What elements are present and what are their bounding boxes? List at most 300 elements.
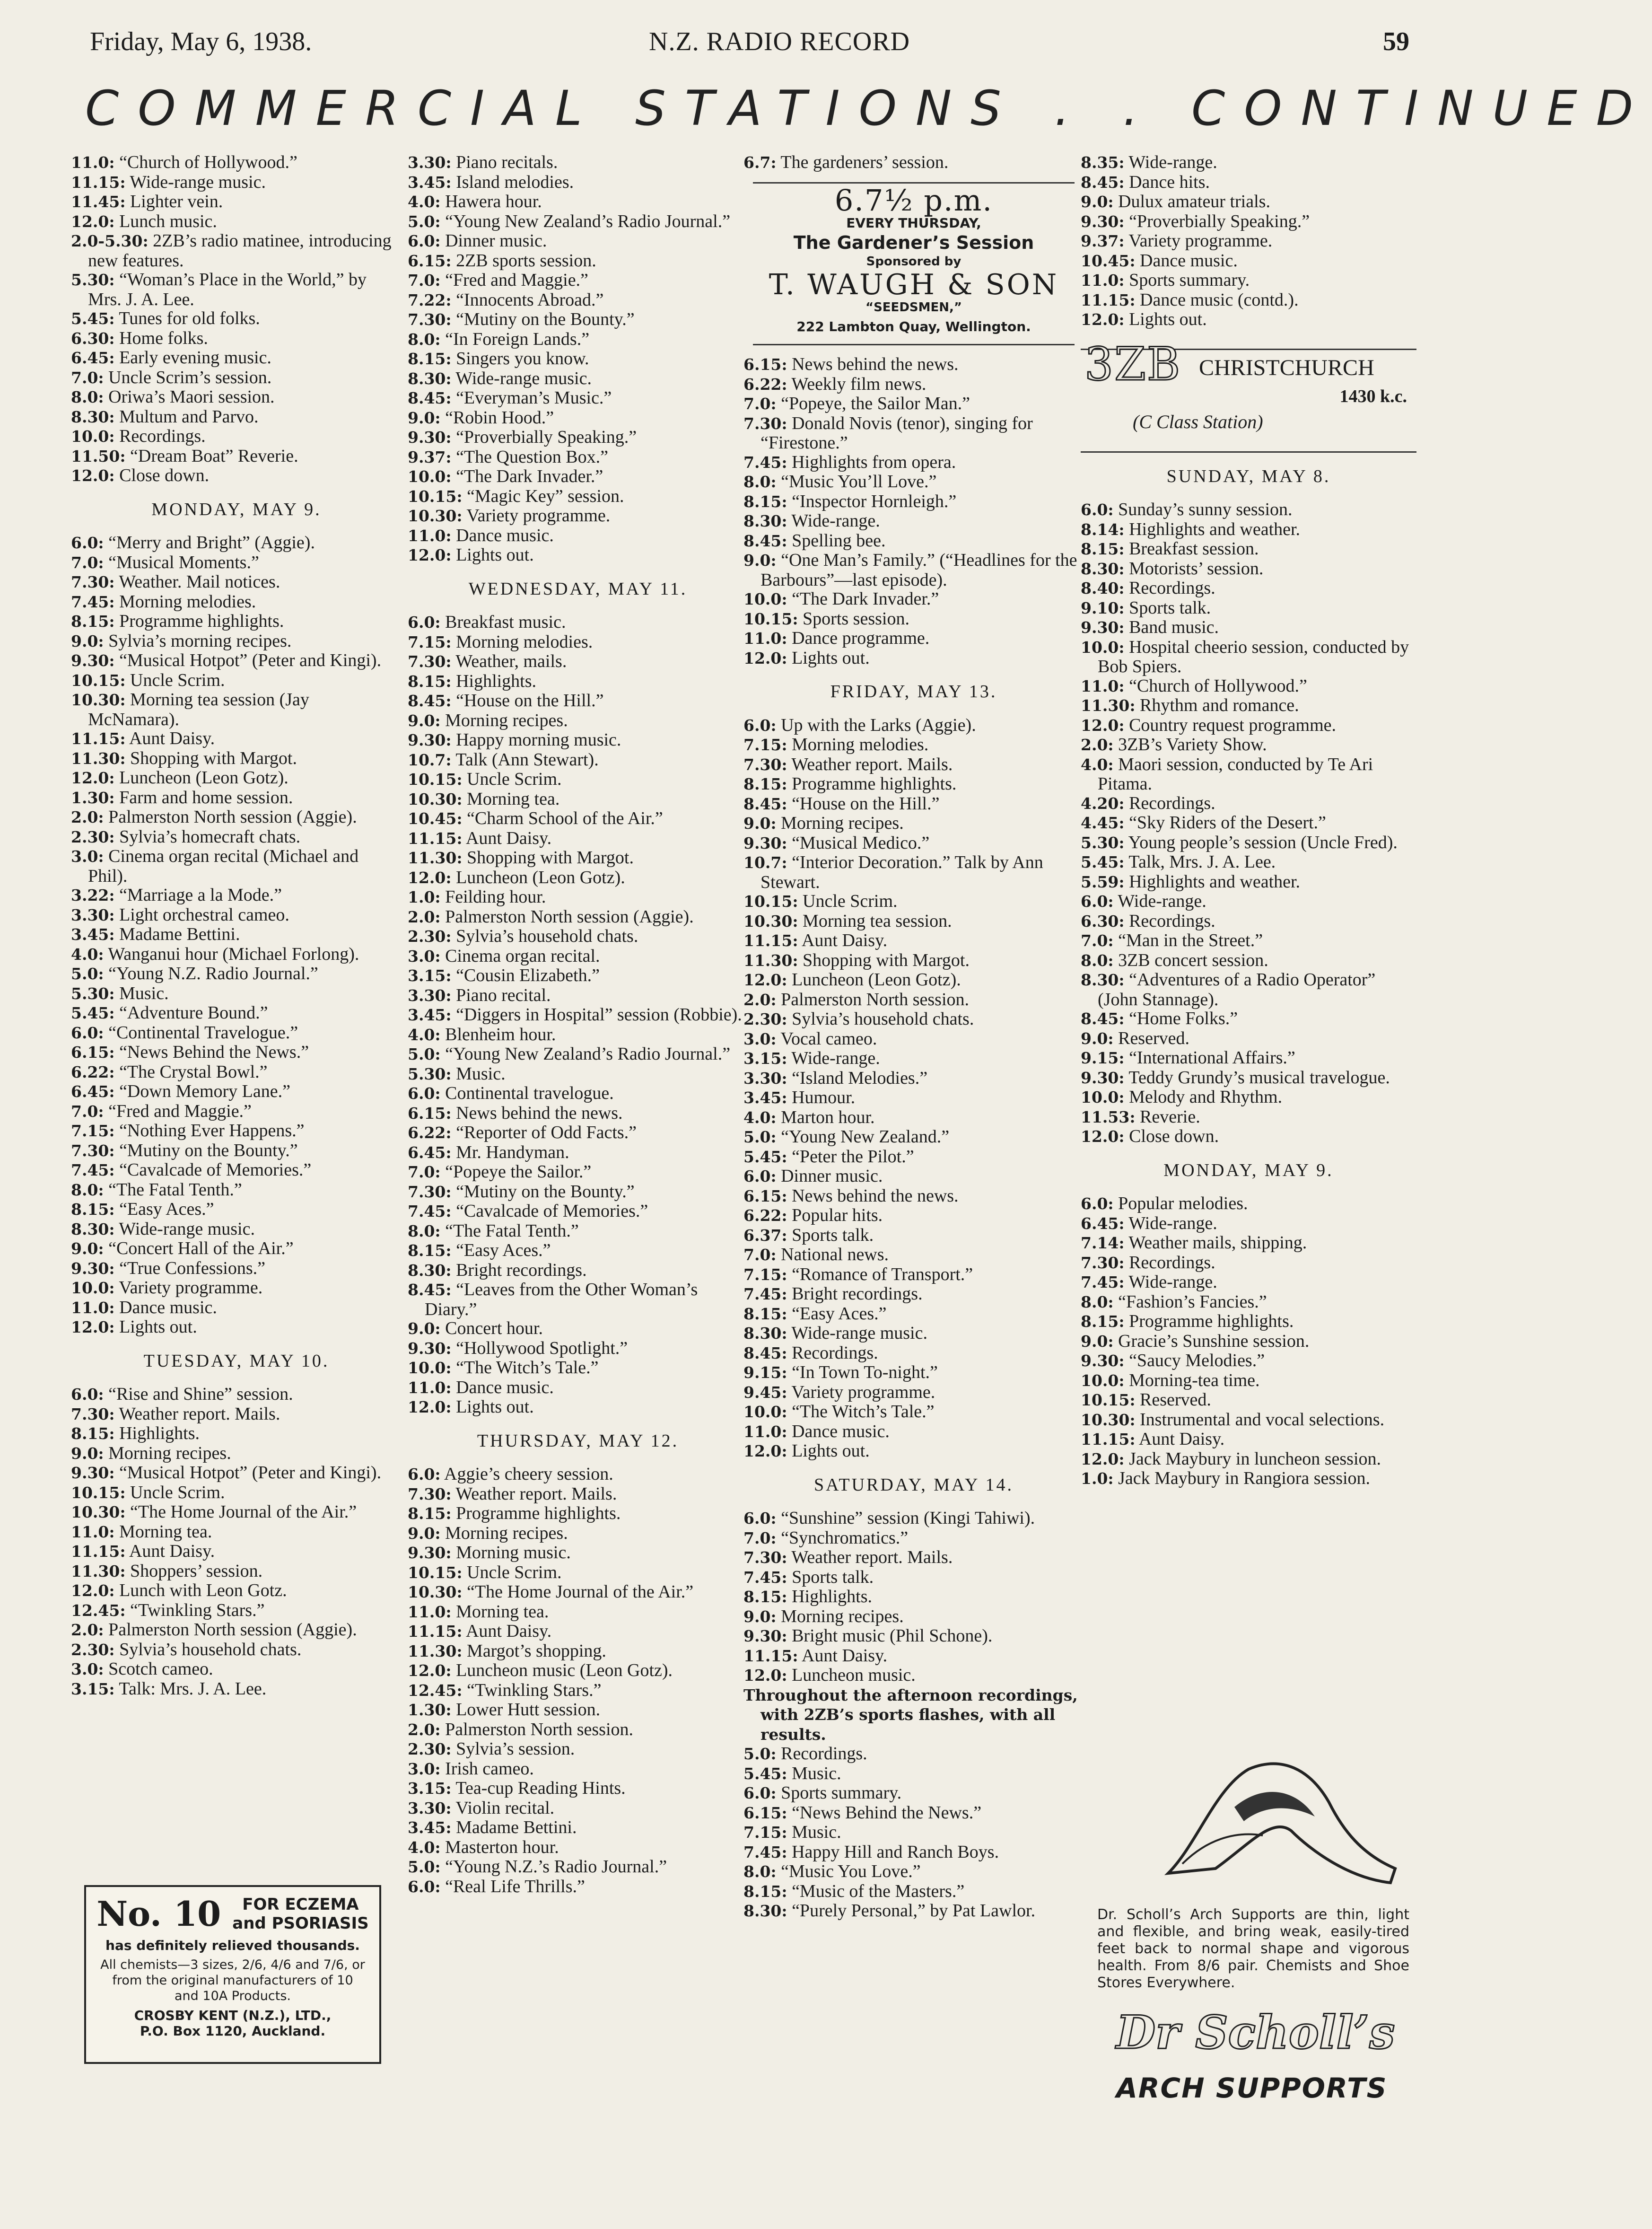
schedule-item [408,251,748,271]
schedule-time: 12.0: [71,1581,115,1600]
schedule-item [1081,1272,1416,1292]
schedule-item [1081,951,1416,971]
schedule-time: 9.30: [71,1464,115,1482]
schedule-time: 11.15: [408,829,463,848]
schedule-item [408,848,748,868]
schedule-item [743,1568,1084,1588]
schedule-item [71,1522,402,1542]
station-frequency: 1430 k.c. [1339,386,1407,406]
schedule-item [71,1385,402,1404]
schedule-time: 5.0: [743,1745,777,1763]
schedule-time: 4.0: [1081,755,1114,774]
schedule-time: 8.15: [743,1588,787,1606]
schedule-programme: Highlights. [456,671,537,691]
schedule-programme: Morning music. [456,1543,571,1562]
day-heading: TUESDAY, MAY 10. [143,1351,330,1371]
schedule-programme: “International Affairs.” [1129,1048,1295,1068]
scholl-tagline: ARCH SUPPORTS [1116,2072,1388,2104]
schedule-programme: “Young New Zealand.” [781,1127,950,1147]
schedule-item [71,1200,402,1220]
schedule-item [743,1343,1084,1363]
schedule-programme: 2ZB’s radio matinee, introducing new features. [88,231,392,271]
schedule-time: 2.0: [71,808,104,826]
schedule-item [71,807,402,827]
schedule-item [408,829,748,849]
schedule-time: 6.0: [743,1167,777,1185]
schedule-time: 9.30: [408,731,452,749]
schedule-item [71,671,402,691]
schedule-time: 12.45: [408,1681,463,1700]
schedule-programme: “The Crystal Bowl.” [119,1062,268,1082]
schedule-item [408,1182,748,1202]
schedule-time: 4.45: [1081,814,1125,832]
schedule-time: 3.0: [408,1759,441,1778]
schedule-programme: Weather report. Mails. [791,754,953,774]
schedule-programme: Farm and home session. [119,787,293,807]
schedule-time: 10.0: [408,1359,452,1377]
schedule-time: 10.30: [408,790,463,808]
schedule-programme: Melody and Rhythm. [1129,1087,1283,1107]
schedule-item [743,1245,1084,1265]
schedule-time: 8.30: [1081,971,1125,989]
schedule-programme: Shopping with Margot. [467,848,634,868]
schedule-programme: “In Foreign Lands.” [445,329,590,349]
schedule-time: 12.0: [71,1318,115,1336]
schedule-item [408,1838,748,1858]
schedule-item [1081,290,1416,310]
schedule-programme: Wide-range. [1128,152,1217,172]
schedule-time: 5.0: [743,1128,777,1146]
schedule-programme: Motorists’ session. [1129,558,1264,579]
schedule-time: 12.45: [71,1601,126,1620]
schedule-item [1081,833,1416,853]
schedule-programme: Breakfast session. [1129,539,1259,559]
schedule-programme: Highlights. [792,1587,873,1606]
schedule-item [71,466,402,486]
schedule-programme: Morning recipes. [445,710,568,730]
schedule-time: 12.0: [743,649,787,667]
schedule-programme: Continental travelogue. [445,1083,614,1103]
schedule-programme: Morning recipes. [781,1606,904,1626]
schedule-item [743,1284,1084,1304]
gardener-ad-address: 222 Lambton Quay, Wellington. [796,318,1031,334]
schedule-item [408,809,748,829]
schedule-item [408,526,748,546]
schedule-time: 9.30: [408,1544,452,1562]
publication-title: N.Z. RADIO RECORD [649,27,910,56]
schedule-time: 1.0: [408,888,441,906]
schedule-programme: Sylvia’s homecraft chats. [119,826,301,847]
schedule-item [743,1029,1084,1049]
schedule-programme: Blenheim hour. [445,1024,556,1044]
schedule-time: 5.59: [1081,872,1125,891]
schedule-programme: “Easy Aces.” [456,1240,551,1260]
schedule-item [1081,755,1416,794]
schedule-item [71,447,402,466]
schedule-programme: Wide-range. [1128,1272,1217,1292]
column-2 [408,153,748,2220]
schedule-item [71,847,402,886]
schedule-programme: Aunt Daisy. [129,728,215,748]
schedule-item [71,1023,402,1043]
schedule-time: 6.7: [743,153,777,172]
schedule-item [743,1226,1084,1246]
schedule-time: 1.0: [1081,1469,1114,1488]
schedule-programme: “Everyman’s Music.” [456,388,612,408]
schedule-item [408,1504,748,1524]
schedule-programme: Recordings. [1129,1252,1215,1272]
schedule-list [743,355,1084,668]
schedule-time: 11.15: [1081,290,1136,309]
schedule-programme: Lunch with Leon Gotz. [119,1580,287,1600]
schedule-time: 8.15: [408,1504,452,1523]
schedule-time: 12.0: [71,769,115,787]
schedule-time: 7.0: [71,553,104,572]
ad-address: P.O. Box 1120, Auckland. [140,2023,326,2039]
schedule-time: 2.30: [408,927,452,946]
schedule-item [743,755,1084,775]
schedule-time: 9.30: [1081,212,1125,231]
day-heading: SUNDAY, MAY 8. [1166,466,1331,486]
gardener-ad-trade: “SEEDSMEN,” [865,300,962,315]
schedule-time: 11.15: [743,931,798,950]
schedule-programme: “Synchromatics.” [781,1527,909,1548]
schedule-programme: Morning tea session. [803,911,952,931]
schedule-item [408,868,748,888]
schedule-programme: “Easy Aces.” [792,1303,887,1324]
schedule-programme: “Young N.Z.’s Radio Journal.” [445,1857,667,1877]
schedule-programme: “House on the Hill.” [456,691,604,711]
schedule-time: 11.0: [408,1378,452,1397]
schedule-programme: “One Man’s Family.” (“Headlines for the Barbours”—last episode). [760,550,1077,590]
schedule-programme: Early evening music. [119,348,271,368]
schedule-time: 7.0: [743,1528,777,1547]
schedule-programme: Sylvia’s household chats. [456,926,638,946]
schedule-time: 7.15: [71,1122,115,1140]
schedule-programme: Aunt Daisy. [465,1621,552,1641]
schedule-time: 8.15: [408,350,452,368]
schedule-time: 6.0: [71,1023,104,1042]
schedule-time: 1.30: [408,1701,452,1719]
schedule-programme: Sylvia’s morning recipes. [108,631,292,651]
schedule-item [743,892,1084,912]
schedule-time: 5.45: [71,309,115,328]
schedule-programme: Morning tea. [456,1601,549,1622]
schedule-item [408,1005,748,1025]
schedule-time: 7.15: [408,632,452,651]
schedule-programme: News behind the news. [792,1185,959,1206]
schedule-item [71,1679,402,1699]
schedule-item [1081,192,1416,212]
gardener-ad-title: The Gardener’s Session [793,232,1034,253]
schedule-programme: Teddy Grundy’s musical travelogue. [1128,1067,1390,1088]
schedule-time: 4.0: [71,945,104,964]
schedule-item [71,1601,402,1621]
schedule-time: 8.0: [408,1221,441,1240]
schedule-item [1081,872,1416,892]
schedule-time: 10.15: [1081,1391,1136,1409]
schedule-time: 9.0: [743,814,777,833]
schedule-time: 6.0: [1081,892,1114,911]
schedule-item [408,613,748,632]
schedule-item [743,931,1084,951]
schedule-time: 8.30: [743,1324,787,1343]
schedule-item [743,649,1084,668]
schedule-time: 8.30: [743,512,787,530]
schedule-time: 8.15: [408,1241,452,1260]
schedule-programme: “Music You Love.” [781,1861,921,1881]
running-header [71,26,1419,60]
schedule-programme: Singers you know. [456,349,589,369]
schedule-time: 6.45: [71,349,115,367]
schedule-programme: Weather report. Mails. [455,1483,617,1504]
schedule-item [743,1422,1084,1442]
schedule-item [1081,912,1416,931]
schedule-time: 11.0: [408,526,452,545]
schedule-time: 10.45: [1081,251,1136,270]
schedule-list [408,613,748,1417]
schedule-time: 5.30: [71,271,115,289]
schedule-programme: Weather, mails. [455,651,567,671]
schedule-item [71,1581,402,1601]
schedule-item [1081,716,1416,736]
schedule-programme: Aunt Daisy. [129,1541,215,1561]
schedule-time: 7.30: [408,1182,452,1201]
schedule-programme: “Cavalcade of Memories.” [119,1160,312,1180]
schedule-item [71,1298,402,1318]
schedule-time: 9.0: [408,1524,441,1543]
schedule-time: 3.45: [408,173,452,192]
schedule-time: 4.0: [408,1025,441,1044]
schedule-programme: 3ZB concert session. [1118,950,1268,970]
schedule-time: 5.0: [71,965,104,983]
schedule-programme: Jack Maybury in Rangiora session. [1118,1468,1371,1488]
schedule-item [71,1463,402,1483]
schedule-item [1081,1410,1416,1430]
schedule-item [1081,1312,1416,1332]
schedule-time: 5.30: [71,984,115,1003]
schedule-item [408,1720,748,1740]
schedule-time: 8.15: [71,1200,115,1219]
schedule-item [743,531,1084,551]
schedule-item [71,1160,402,1180]
schedule-item [1081,1068,1416,1088]
schedule-item [408,750,748,770]
schedule-programme: “Cavalcade of Memories.” [456,1201,648,1221]
schedule-programme: Island melodies. [456,172,574,192]
schedule-time: 6.0: [743,1784,777,1802]
schedule-time: 7.45: [743,1285,787,1303]
schedule-item [71,387,402,407]
schedule-item [743,735,1084,755]
schedule-time: 6.45: [1081,1214,1125,1233]
schedule-programme: Highlights and weather. [1129,519,1301,539]
schedule-time: 2.0-5.30: [71,232,149,250]
schedule-programme: “The Witch’s Tale.” [792,1402,935,1422]
schedule-programme: Spelling bee. [792,530,886,551]
schedule-programme: “Music You’ll Love.” [781,472,937,491]
schedule-programme: Morning tea. [467,789,560,809]
schedule-programme: “Marriage a la Mode.” [119,885,282,905]
gardener-ad-when: EVERY THURSDAY, [846,215,981,231]
station-city: CHRISTCHURCH [1199,355,1374,380]
schedule-programme: Luncheon (Leon Gotz). [456,867,625,887]
schedule-item [408,1358,748,1378]
schedule-item [71,632,402,651]
schedule-programme: Dance music. [119,1297,217,1317]
schedule-item [71,1424,402,1444]
schedule-list [71,1385,402,1699]
schedule-item [1081,931,1416,951]
schedule-programme: Madame Bettini. [119,924,240,944]
schedule-programme: Close down. [1129,1126,1219,1146]
schedule-programme: Hawera hour. [445,192,542,211]
schedule-time: 2.0: [1081,736,1114,754]
schedule-time: 6.0: [408,1877,441,1896]
schedule-item [71,173,402,193]
schedule-item [408,672,748,692]
schedule-time: 11.0: [743,1422,787,1441]
day-heading: MONDAY, MAY 9. [151,499,322,519]
schedule-time: 12.0: [408,546,452,564]
schedule-item [408,1025,748,1045]
schedule-item [1081,1127,1416,1147]
schedule-time: 11.0: [71,1298,115,1317]
schedule-programme: Highlights and weather. [1129,871,1301,892]
schedule-time: 7.22: [408,290,452,309]
schedule-programme: Highlights from opera. [792,452,956,472]
schedule-programme: Talk (Ann Stewart). [455,749,599,770]
schedule-list [408,1465,748,1896]
schedule-time: 3.45: [408,1818,452,1837]
schedule-programme: Weather. Mail notices. [119,572,280,592]
schedule-item [71,886,402,905]
schedule-time: 8.15: [743,775,787,793]
schedule-item [408,1799,748,1818]
schedule-time: 8.45: [408,692,452,710]
schedule-programme: Palmerston North session. [445,1719,634,1739]
schedule-programme: Dinner music. [781,1166,883,1186]
schedule-item [1081,1214,1416,1234]
schedule-programme: “Magic Key” session. [467,486,624,506]
schedule-item [71,1562,402,1581]
schedule-item [1081,598,1416,618]
schedule-item [1081,1088,1416,1107]
schedule-time: 9.30: [743,1627,787,1645]
schedule-programme: “Sunshine” session (Kingi Tahiwi). [781,1508,1035,1528]
schedule-item [71,1102,402,1122]
schedule-item [71,368,402,388]
schedule-time: 8.45: [1081,173,1125,192]
schedule-item [408,1857,748,1877]
schedule-programme: “The Dark Invader.” [456,466,603,486]
schedule-programme: “Continental Travelogue.” [108,1022,298,1043]
schedule-programme: Multum and Parvo. [119,406,259,427]
schedule-time: 7.30: [743,414,787,433]
schedule-programme: Margot’s shopping. [467,1641,606,1661]
schedule-time: 12.0: [743,1442,787,1460]
schedule-programme: “Romance of Transport.” [792,1264,973,1284]
schedule-programme: “Popeye the Sailor.” [445,1162,592,1182]
schedule-time: 3.0: [743,1029,777,1048]
schedule-time: 11.0: [71,153,115,172]
schedule-list [743,716,1084,1461]
schedule-item [71,690,402,729]
schedule-programme: Highlights. [119,1423,200,1443]
schedule-time: 9.30: [1081,1351,1125,1370]
schedule-time: 3.30: [408,1799,452,1817]
schedule-item [71,768,402,788]
schedule-time: 2.0: [408,1720,441,1739]
schedule-programme: “Adventures of a Radio Operator” (John Stannage). [1098,970,1376,1009]
schedule-programme: Shoppers’ session. [130,1561,263,1581]
schedule-item [1081,970,1416,1009]
schedule-programme: Weather mails, shipping. [1128,1233,1307,1253]
schedule-item [408,1602,748,1622]
schedule-time: 6.22: [743,375,787,394]
schedule-time: 8.40: [1081,579,1125,597]
schedule-time: 11.30: [743,951,798,970]
schedule-time: 8.0: [71,1180,104,1199]
schedule-time: 10.30: [1081,1410,1136,1429]
schedule-list [1081,1194,1416,1489]
schedule-time: 4.20: [1081,794,1125,813]
schedule-programme: “Music of the Masters.” [792,1881,965,1901]
schedule-programme: Home folks. [119,328,208,348]
schedule-programme: Reverie. [1140,1106,1200,1127]
schedule-item [743,1528,1084,1548]
schedule-item [743,1441,1084,1461]
schedule-programme: Uncle Scrim. [803,891,898,911]
schedule-item [71,1220,402,1239]
schedule-item [1081,1048,1416,1068]
eczema-advertisement [84,1885,381,2064]
schedule-time: 8.15: [743,1882,787,1901]
schedule-programme: Rhythm and romance. [1140,695,1299,715]
schedule-time: 12.0: [408,1398,452,1416]
schedule-item [71,1003,402,1023]
schedule-item [1081,579,1416,598]
schedule-time: 11.15: [71,173,126,192]
schedule-time: 8.15: [1081,1312,1125,1331]
schedule-programme: Palmerston North session (Aggie). [445,906,694,927]
schedule-item [71,1502,402,1522]
schedule-programme: Vocal cameo. [780,1028,877,1049]
schedule-time: 4.0: [743,1108,777,1127]
schedule-time: 5.45: [743,1147,787,1166]
schedule-time: 11.30: [1081,696,1136,715]
schedule-item [71,1259,402,1279]
schedule-time: 12.0: [1081,1449,1125,1468]
page-number: 59 [1383,27,1409,56]
schedule-item [1081,173,1416,193]
schedule-programme: “Merry and Bright” (Aggie). [108,533,315,553]
schedule-item [408,1162,748,1182]
schedule-item [71,788,402,808]
schedule-programme: Oriwa’s Maori session. [108,387,275,407]
schedule-item [408,506,748,526]
schedule-time: 7.15: [743,1823,787,1842]
schedule-time: 6.45: [71,1082,115,1101]
schedule-time: 10.15: [71,671,126,690]
schedule-item [71,1239,402,1259]
schedule-time: 11.0: [1081,271,1125,290]
schedule-programme: “Proverbially Speaking.” [456,427,637,447]
schedule-item [743,1304,1084,1324]
schedule-time: 6.0: [1081,1194,1114,1213]
schedule-time: 5.30: [408,1064,452,1083]
schedule-item [408,632,748,652]
